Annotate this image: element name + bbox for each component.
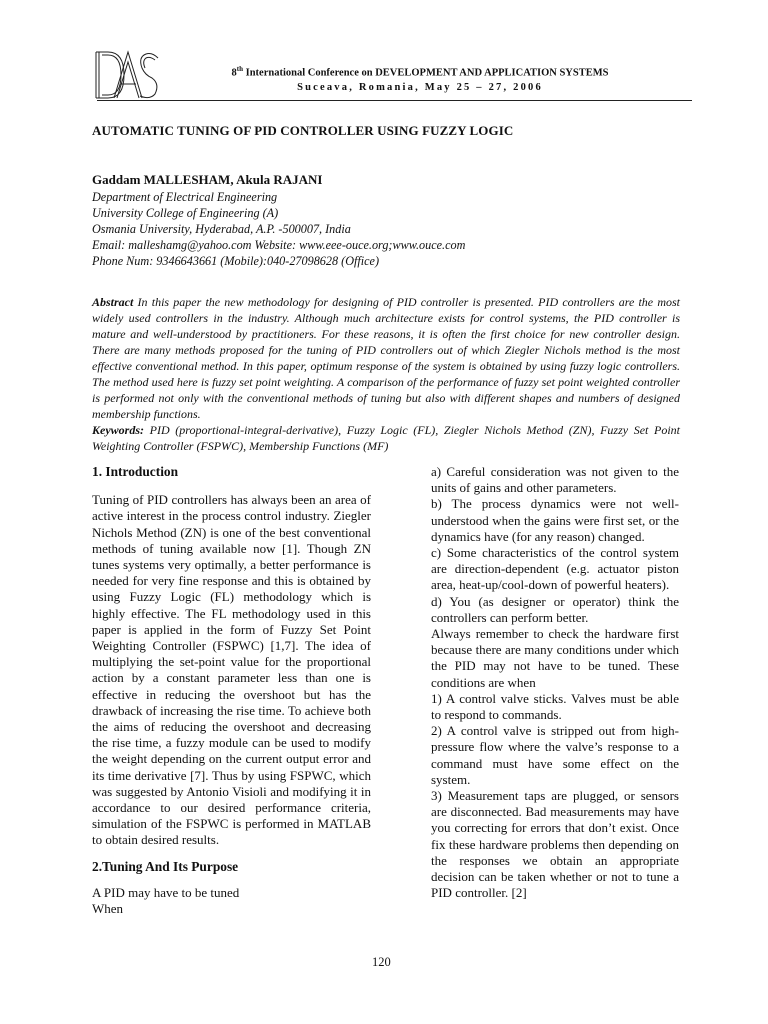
tuning-line: When — [92, 901, 124, 917]
list-item: d) You (as designer or operator) think the controllers can perform better. — [431, 593, 679, 625]
section-heading-introduction: 1. Introduction — [92, 464, 179, 479]
header-rule — [97, 100, 692, 101]
keywords-label: Keywords: — [92, 423, 144, 437]
author-affiliation — [92, 189, 465, 269]
paper-authors: Gaddam MALLESHAM, Akula RAJANI — [92, 172, 323, 187]
hardware-check-paragraph: Always remember to check the hardware first because there are many conditions under which the PID may not have to be tuned. These conditions are when — [431, 626, 679, 690]
keywords-paragraph — [92, 422, 680, 454]
affiliation-contact-line: Phone Num: 9346643661 (Mobile):040-27098628 (Office) — [92, 254, 380, 268]
list-item: b) The process dynamics were not well-understood when the gains were first set, or the dynamics have (for any reason) changed. — [431, 496, 679, 544]
abstract-text: In this paper the new methodology for designing of PID controller is presented. PID controllers are the most widely used controllers in the industry. Although much architecture exists for control systems, the PID controller is mature and well-understood by practitioners. For these reasons, it is often the first choice for new controller design. There are many methods proposed for the tuning of PID controllers out of which Ziegler Nichols method is the most effective conventional method. In this paper, optimum response of the system is obtained by using fuzzy logic controllers. The method used here is fuzzy set point weighting. A comparison of the performance of fuzzy set point weighted controller is performed not only with the conventional methods of tuning but also with different shapes and numbers of designed membership functions. — [92, 295, 680, 421]
conference-name: 8th International Conference on DEVELOPMENT AND APPLICATION SYSTEMS — [231, 65, 609, 79]
keywords-text: PID (proportional-integral-derivative), Fuzzy Logic (FL), Ziegler Nichols Method (ZN), Fuzzy Set Point Weighting Controller (FSPWC), Membership Functions (MF) — [92, 423, 680, 453]
affiliation-contact-line: Email: malleshamg@yahoo.com Website: www.eee-ouce.org;www.ouce.com — [92, 238, 466, 252]
list-item: c) Some characteristics of the control system are direction-dependent (e.g. actuator piston area, heat-up/cool-down of powerful heaters). — [431, 545, 679, 593]
list-item: 3) Measurement taps are plugged, or sensors are disconnected. Bad measurements may have you correcting for errors that don’t exist. Once fix these hardware problems then depending on the responses we obtain an appropriate decision can be taken whether or not to tune a PID controller. [2] — [431, 788, 679, 901]
affiliation-line: Osmania University, Hyderabad, A.P. -500007, India — [92, 222, 351, 236]
section-heading-tuning: 2.Tuning And Its Purpose — [92, 858, 239, 874]
list-item: a) Careful consideration was not given to the units of gains and other parameters. — [431, 464, 679, 496]
abstract-label: Abstract — [92, 295, 134, 309]
paper-title: AUTOMATIC TUNING OF PID CONTROLLER USING FUZZY LOGIC — [92, 123, 514, 138]
list-item: 1) A control valve sticks. Valves must be able to respond to commands. — [431, 690, 679, 723]
affiliation-line: University College of Engineering (A) — [92, 206, 279, 220]
right-column — [431, 464, 679, 901]
conference-location: Suceava, Romania, May 25 – 27, 2006 — [297, 81, 543, 93]
page-number: 120 — [372, 955, 391, 969]
affiliation-line: Department of Electrical Engineering — [92, 190, 278, 204]
list-item: 2) A control valve is stripped out from high-pressure flow where the valve’s response to a command must have some effect on the system. — [431, 723, 679, 787]
introduction-paragraph: Tuning of PID controllers has always been an area of active interest in the process control industry. Ziegler Nichols Method (ZN) is one of the best conventional methods of tuning available now [1]. Though ZN tunes systems very optimally, a better performance is needed for very fine response and this is obtained by using Fuzzy Logic (FL) methodology which is highly effective. The FL methodology used in this paper is applied in the form of Fuzzy Set Point Weighting Controller (FSPWC) [1,7]. The idea of multiplying the set-point value for the proportional action by a constant parameter less than one is effective in reducing the overshoot but has the drawback of increasing the rise time. To achieve both the aims of reducing the overshoot and decreasing the rise time, a fuzzy module can be used to modify the weight depending on the current output error and its time derivative [7]. Thus by using FSPWC, which was suggested by Antonio Visioli and modifying it in accordance to our desired performance criteria, simulation of the FSPWC is performed in MATLAB to obtain desired results. — [92, 492, 371, 848]
tuning-line: A PID may have to be tuned — [92, 884, 240, 900]
left-column — [92, 464, 371, 917]
abstract-block — [92, 294, 680, 454]
das-logo — [92, 48, 162, 102]
abstract-paragraph — [92, 294, 680, 422]
conference-header — [165, 62, 675, 95]
